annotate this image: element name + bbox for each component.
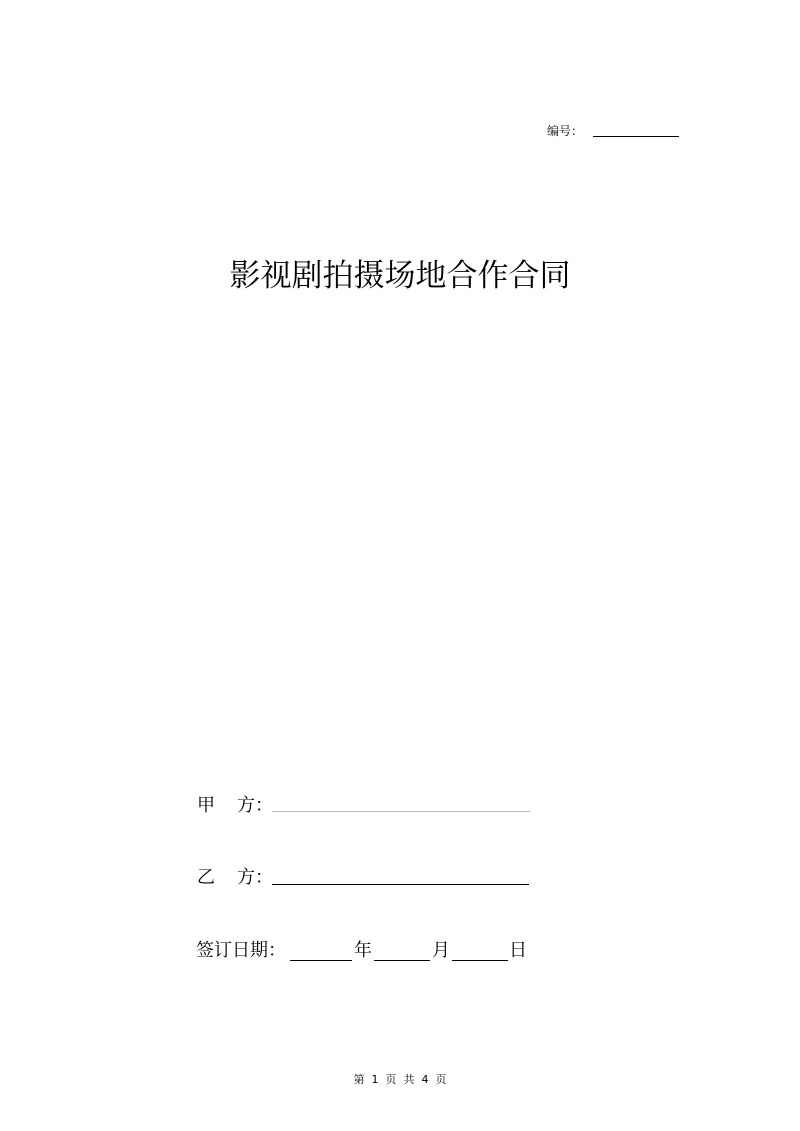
day-blank <box>452 960 508 961</box>
party-b-blank <box>272 884 529 885</box>
party-b-row <box>197 866 273 890</box>
document-title: 影视剧拍摄场地合作合同 <box>229 258 571 294</box>
month-blank <box>374 960 430 961</box>
document-number-field <box>547 122 687 140</box>
party-b-label: 乙 <box>197 867 215 888</box>
day-label: 日 <box>509 940 527 961</box>
year-label: 年 <box>354 940 372 961</box>
page-footer: 第 1 页 共 4 页 <box>353 1073 447 1086</box>
party-a-row <box>197 794 273 818</box>
party-b-suffix: 方： <box>237 867 273 888</box>
document-number-label: 编号： <box>547 124 584 138</box>
party-a-blank <box>272 811 530 812</box>
party-a-suffix: 方： <box>237 795 273 816</box>
party-a-label: 甲 <box>197 795 215 816</box>
month-label: 月 <box>432 940 450 961</box>
document-number-blank <box>593 136 679 137</box>
signing-date-label: 签订日期： <box>196 940 286 961</box>
signing-date-row <box>196 938 536 964</box>
year-blank <box>290 960 352 961</box>
